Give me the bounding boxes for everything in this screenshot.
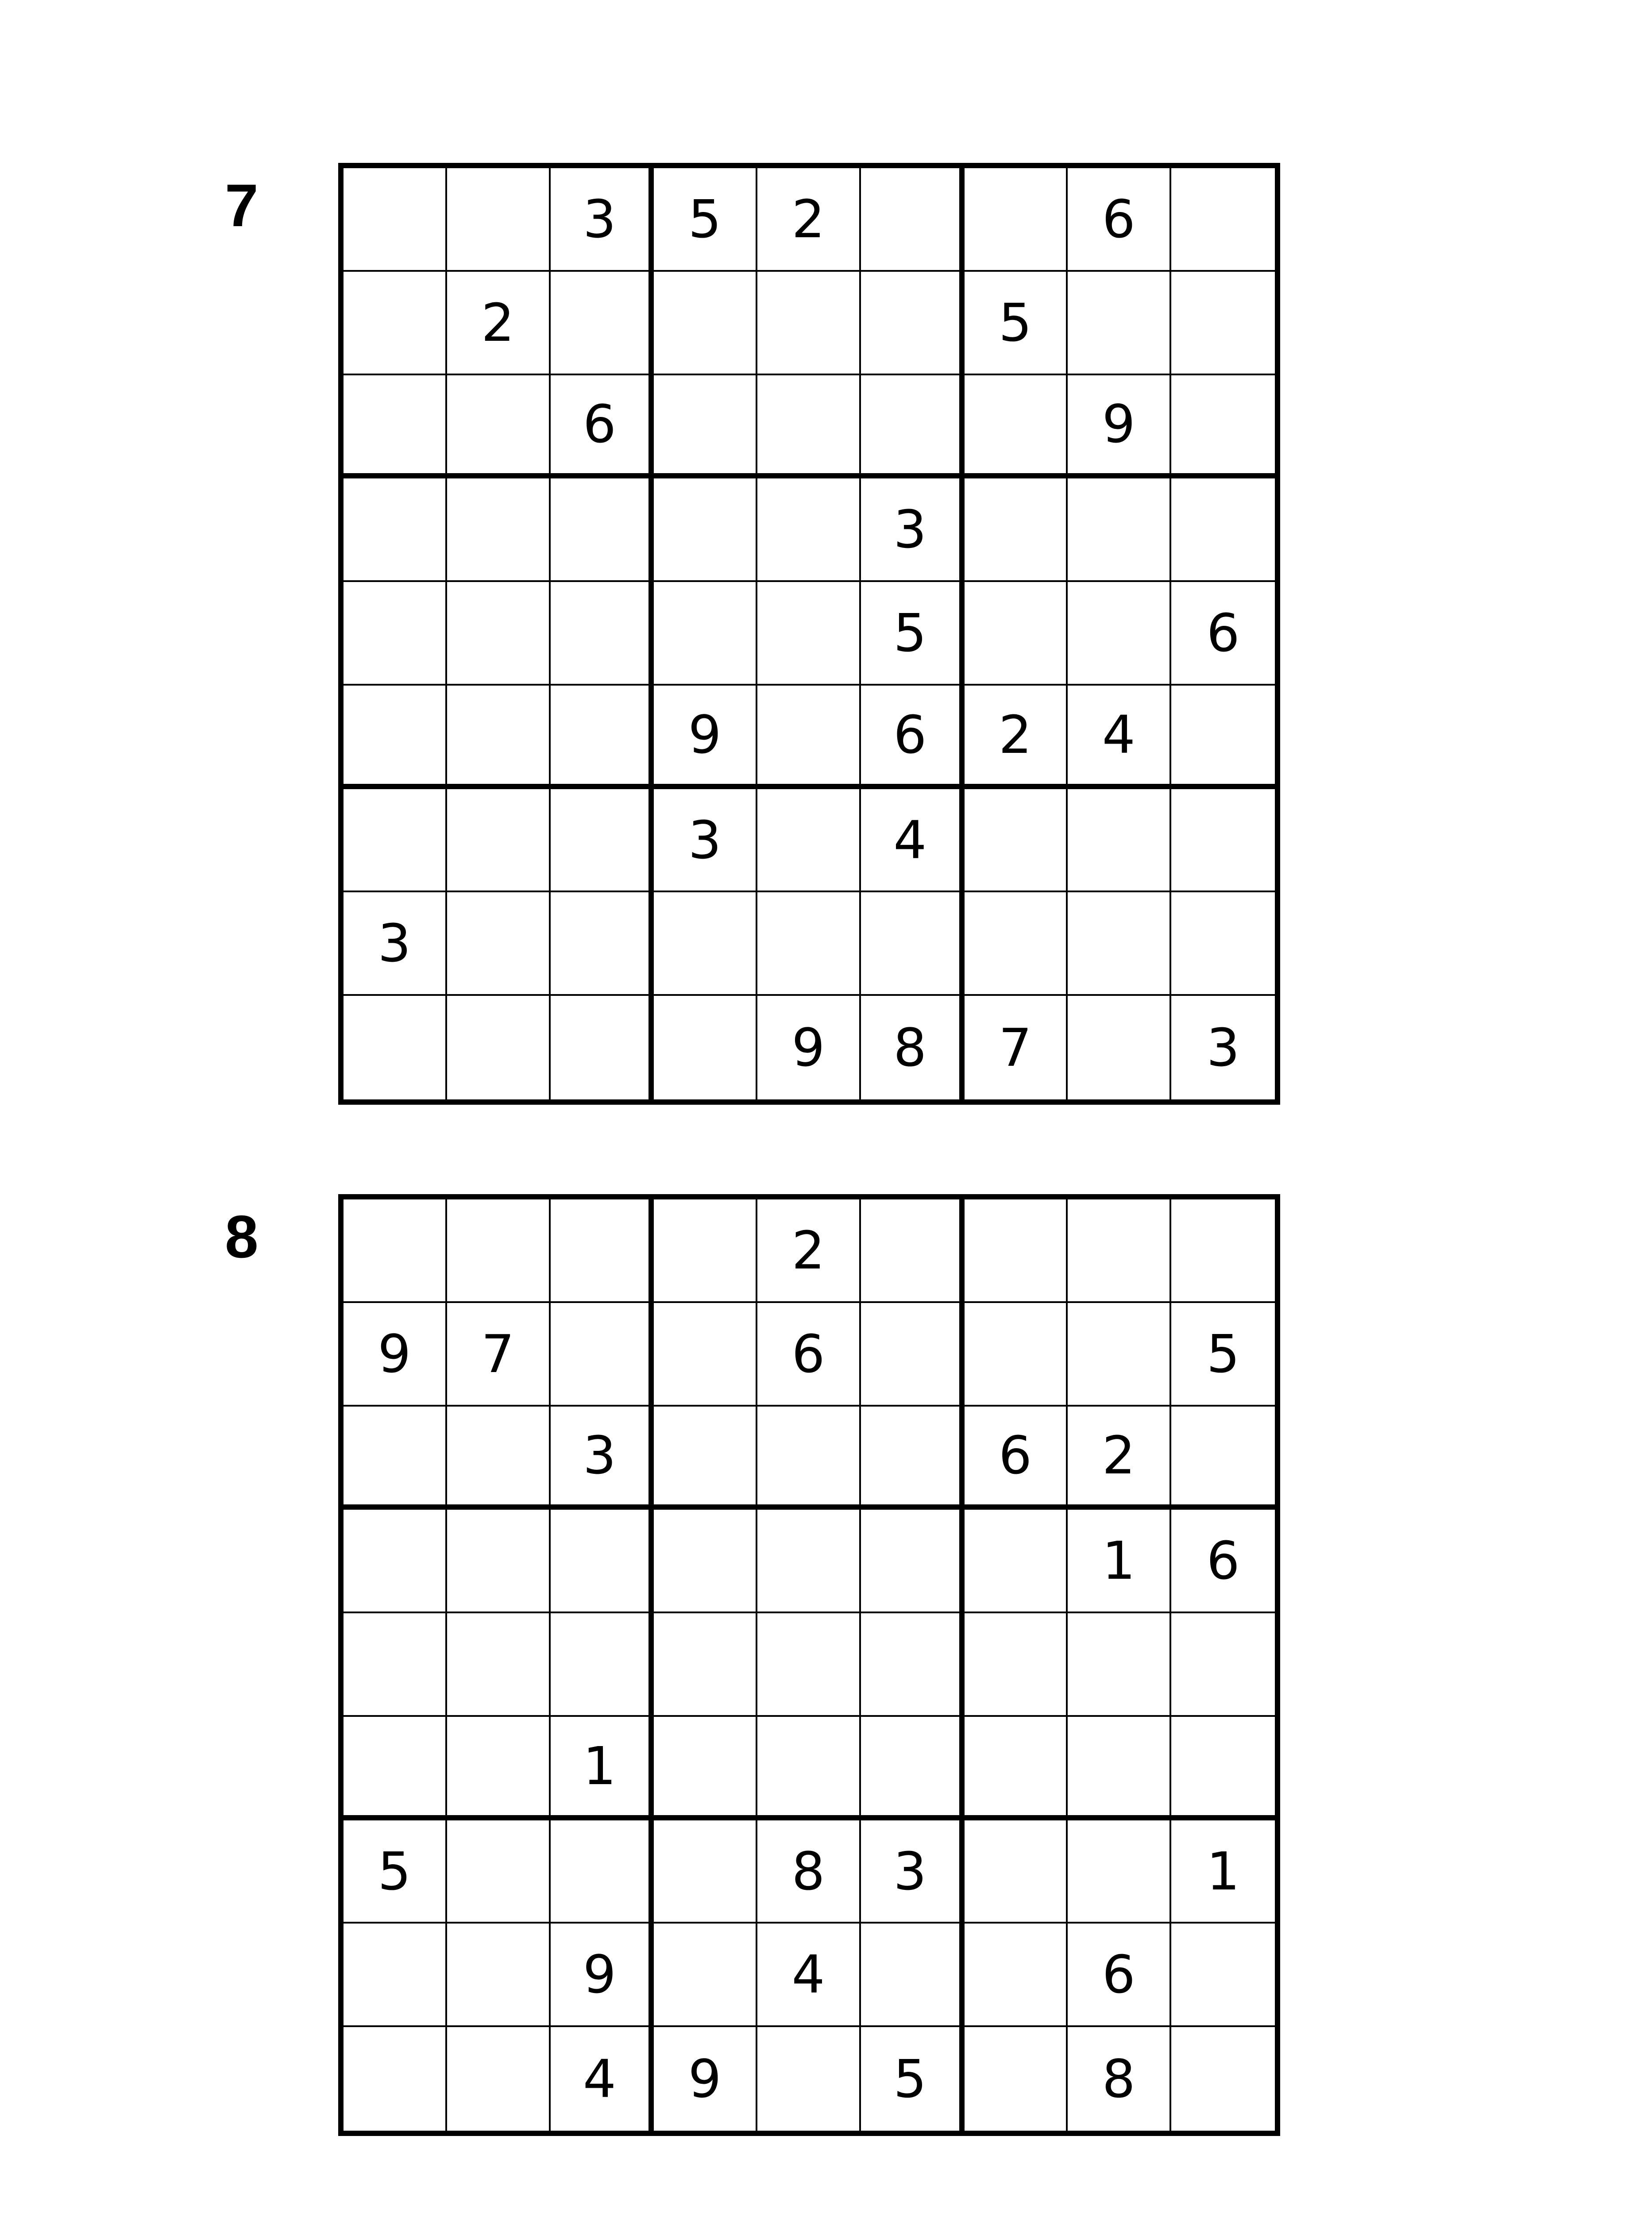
empty-cell[interactable] [757, 582, 861, 686]
empty-cell[interactable] [654, 1407, 757, 1510]
given-cell[interactable]: 3 [1206, 1017, 1240, 1079]
empty-cell[interactable] [551, 1510, 654, 1613]
given-cell[interactable]: 9 [344, 1303, 447, 1407]
empty-cell[interactable] [1068, 789, 1171, 893]
empty-cell[interactable] [861, 1613, 965, 1717]
empty-cell[interactable] [447, 478, 551, 582]
given-cell[interactable]: 6 [1171, 1510, 1275, 1613]
given-cell[interactable]: 5 [654, 168, 757, 272]
empty-cell[interactable] [1171, 1924, 1275, 2027]
empty-cell[interactable] [965, 1717, 1068, 1820]
empty-cell[interactable] [654, 1199, 757, 1303]
given-cell[interactable]: 2 [965, 686, 1068, 789]
empty-cell[interactable] [551, 1199, 654, 1303]
given-cell[interactable]: 9 [551, 1924, 654, 2027]
empty-cell[interactable] [757, 789, 861, 893]
given-cell[interactable]: 5 [1171, 1303, 1275, 1407]
empty-cell[interactable] [551, 789, 654, 893]
given-cell[interactable]: 5 [861, 582, 965, 686]
given-cell[interactable]: 1 [1068, 1510, 1171, 1613]
empty-cell[interactable] [1171, 892, 1275, 996]
empty-cell[interactable] [1171, 789, 1275, 893]
given-cell[interactable]: 4 [757, 1924, 861, 2027]
empty-cell[interactable] [965, 1613, 1068, 1717]
empty-cell[interactable] [551, 582, 654, 686]
empty-cell[interactable] [1068, 582, 1171, 686]
empty-cell[interactable] [861, 1510, 965, 1613]
empty-cell[interactable] [654, 892, 757, 996]
empty-cell[interactable] [447, 375, 551, 479]
sudoku-grid [338, 163, 1280, 1105]
empty-cell[interactable] [447, 2027, 551, 2131]
empty-cell[interactable] [344, 168, 447, 272]
empty-cell[interactable] [1171, 1613, 1275, 1717]
empty-cell[interactable] [447, 1510, 551, 1613]
empty-cell[interactable] [965, 1820, 1068, 1924]
empty-cell[interactable] [344, 1199, 447, 1303]
given-cell[interactable]: 6 [965, 1407, 1068, 1510]
given-cell[interactable]: 6 [1068, 168, 1171, 272]
empty-cell[interactable] [757, 478, 861, 582]
empty-cell[interactable] [344, 1924, 447, 2027]
empty-cell[interactable] [757, 272, 861, 375]
empty-cell[interactable] [1171, 272, 1275, 375]
given-cell[interactable]: 8 [861, 996, 965, 1099]
given-cell[interactable]: 3 [861, 1820, 965, 1924]
empty-cell[interactable] [344, 375, 447, 479]
empty-cell[interactable] [965, 1303, 1068, 1407]
empty-cell[interactable] [1171, 1199, 1275, 1303]
empty-cell[interactable] [861, 1924, 965, 2027]
given-cell[interactable]: 1 [1171, 1820, 1275, 1924]
empty-cell[interactable] [1171, 2027, 1275, 2131]
empty-cell[interactable] [551, 272, 654, 375]
empty-cell[interactable] [1171, 1407, 1275, 1510]
empty-cell[interactable] [965, 1924, 1068, 2027]
empty-cell[interactable] [861, 1407, 965, 1510]
empty-cell[interactable] [965, 892, 1068, 996]
empty-cell[interactable] [344, 1510, 447, 1613]
given-cell[interactable]: 5 [344, 1820, 447, 1924]
given-cell[interactable]: 8 [757, 1820, 861, 1924]
empty-cell[interactable] [1068, 1820, 1171, 1924]
empty-cell[interactable] [654, 1820, 757, 1924]
empty-cell[interactable] [551, 686, 654, 789]
empty-cell[interactable] [861, 892, 965, 996]
given-cell[interactable]: 3 [861, 478, 965, 582]
empty-cell[interactable] [1171, 1717, 1275, 1820]
empty-cell[interactable] [654, 1613, 757, 1717]
given-cell[interactable]: 2 [447, 272, 551, 375]
given-cell[interactable]: 3 [551, 1407, 654, 1510]
given-cell[interactable]: 9 [654, 686, 757, 789]
given-cell[interactable]: 6 [861, 686, 965, 789]
given-cell[interactable]: 4 [861, 789, 965, 893]
given-cell[interactable]: 2 [757, 1199, 861, 1303]
given-cell[interactable]: 5 [965, 272, 1068, 375]
empty-cell[interactable] [861, 1303, 965, 1407]
given-cell[interactable]: 7 [965, 996, 1068, 1099]
empty-cell[interactable] [654, 1717, 757, 1820]
empty-cell[interactable] [447, 582, 551, 686]
empty-cell[interactable] [447, 1199, 551, 1303]
empty-cell[interactable] [344, 2027, 447, 2131]
empty-cell[interactable] [344, 686, 447, 789]
empty-cell[interactable] [861, 375, 965, 479]
empty-cell[interactable] [757, 1407, 861, 1510]
empty-cell[interactable] [344, 789, 447, 893]
empty-cell[interactable] [861, 1717, 965, 1820]
empty-cell[interactable] [551, 478, 654, 582]
given-cell[interactable]: 9 [757, 996, 861, 1099]
given-cell[interactable]: 3 [551, 168, 654, 272]
empty-cell[interactable] [654, 375, 757, 479]
empty-cell[interactable] [1068, 892, 1171, 996]
empty-cell[interactable] [654, 1510, 757, 1613]
empty-cell[interactable] [861, 168, 965, 272]
empty-cell[interactable] [965, 1199, 1068, 1303]
empty-cell[interactable] [344, 1613, 447, 1717]
given-cell[interactable]: 2 [1068, 1407, 1171, 1510]
given-cell[interactable]: 2 [757, 168, 861, 272]
puzzle-number: 8 [225, 1203, 259, 1270]
empty-cell[interactable] [551, 996, 654, 1099]
empty-cell[interactable] [965, 478, 1068, 582]
given-cell[interactable]: 6 [1171, 582, 1275, 686]
empty-cell[interactable] [344, 996, 447, 1099]
empty-cell[interactable] [1068, 478, 1171, 582]
empty-cell[interactable] [447, 996, 551, 1099]
empty-cell[interactable] [654, 272, 757, 375]
empty-cell[interactable] [1068, 1199, 1171, 1303]
empty-cell[interactable] [965, 789, 1068, 893]
given-cell[interactable]: 3 [654, 789, 757, 893]
empty-cell[interactable] [447, 1407, 551, 1510]
given-cell[interactable]: 8 [1068, 2027, 1171, 2131]
empty-cell[interactable] [1068, 1613, 1171, 1717]
empty-cell[interactable] [965, 2027, 1068, 2131]
empty-cell[interactable] [1068, 1717, 1171, 1820]
empty-cell[interactable] [965, 375, 1068, 479]
given-cell[interactable]: 6 [1068, 1924, 1171, 2027]
empty-cell[interactable] [861, 1199, 965, 1303]
empty-cell[interactable] [1068, 996, 1171, 1099]
empty-cell[interactable] [654, 582, 757, 686]
empty-cell[interactable] [757, 686, 861, 789]
empty-cell[interactable] [654, 996, 757, 1099]
empty-cell[interactable] [447, 168, 551, 272]
given-cell[interactable]: 1 [551, 1717, 654, 1820]
empty-cell[interactable] [654, 478, 757, 582]
empty-cell[interactable] [965, 582, 1068, 686]
empty-cell[interactable] [654, 1924, 757, 2027]
empty-cell[interactable] [757, 1613, 861, 1717]
empty-cell[interactable] [1171, 168, 1275, 272]
given-cell[interactable]: 5 [861, 2027, 965, 2131]
empty-cell[interactable] [447, 1717, 551, 1820]
empty-cell[interactable] [757, 375, 861, 479]
empty-cell[interactable] [344, 1407, 447, 1510]
empty-cell[interactable] [965, 168, 1068, 272]
empty-cell[interactable] [1068, 1303, 1171, 1407]
empty-cell[interactable] [344, 272, 447, 375]
empty-cell[interactable] [1171, 686, 1275, 789]
empty-cell[interactable] [757, 1510, 861, 1613]
empty-cell[interactable] [344, 478, 447, 582]
empty-cell[interactable] [447, 1820, 551, 1924]
empty-cell[interactable] [654, 1303, 757, 1407]
empty-cell[interactable] [1171, 478, 1275, 582]
empty-cell[interactable] [447, 686, 551, 789]
empty-cell[interactable] [757, 892, 861, 996]
given-cell[interactable]: 6 [757, 1303, 861, 1407]
empty-cell[interactable] [447, 1613, 551, 1717]
empty-cell[interactable] [757, 2027, 861, 2131]
given-cell[interactable]: 9 [1068, 375, 1171, 479]
empty-cell[interactable] [447, 789, 551, 893]
empty-cell[interactable] [1171, 375, 1275, 479]
sudoku-grid [338, 1194, 1280, 2136]
empty-cell[interactable] [344, 582, 447, 686]
empty-cell[interactable] [1068, 272, 1171, 375]
empty-cell[interactable] [551, 1613, 654, 1717]
empty-cell[interactable] [551, 1303, 654, 1407]
given-cell[interactable]: 4 [551, 2027, 654, 2131]
given-cell[interactable]: 4 [1068, 686, 1171, 789]
empty-cell[interactable] [861, 272, 965, 375]
empty-cell[interactable] [344, 1717, 447, 1820]
given-cell[interactable]: 6 [551, 375, 654, 479]
given-cell[interactable]: 7 [447, 1303, 551, 1407]
given-cell[interactable]: 9 [654, 2027, 757, 2131]
empty-cell[interactable] [757, 1717, 861, 1820]
empty-cell[interactable] [965, 1510, 1068, 1613]
empty-cell[interactable] [447, 1924, 551, 2027]
given-cell[interactable]: 3 [344, 892, 447, 996]
empty-cell[interactable] [551, 892, 654, 996]
puzzle-number: 7 [225, 172, 259, 239]
empty-cell[interactable] [551, 1820, 654, 1924]
empty-cell[interactable] [447, 892, 551, 996]
